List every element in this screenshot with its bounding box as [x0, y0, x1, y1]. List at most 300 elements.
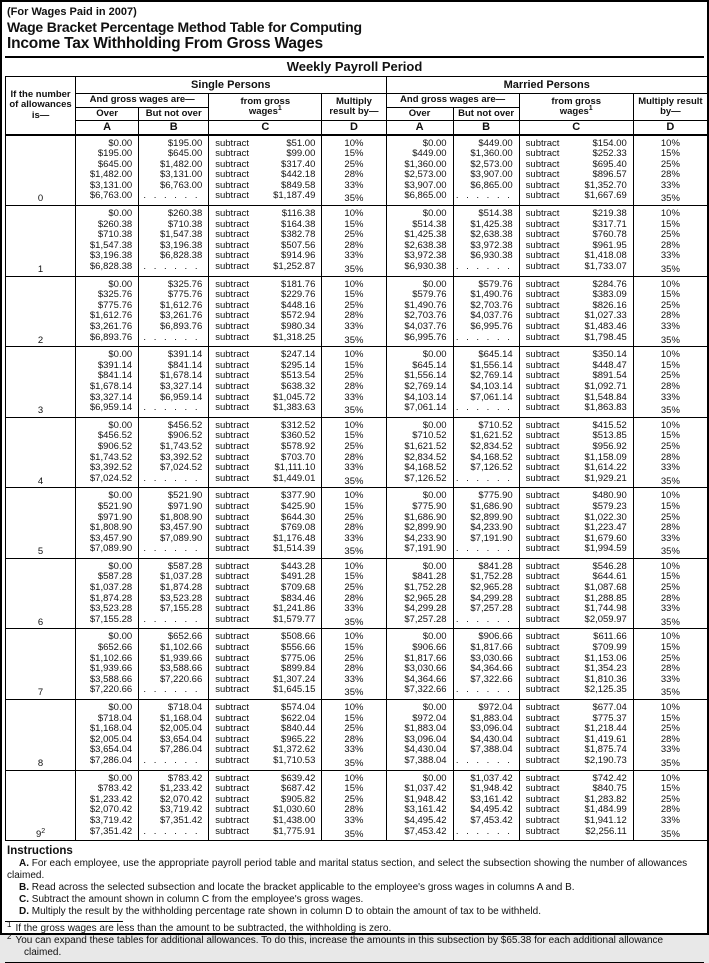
single-over-value: $325.76: [76, 290, 139, 301]
single-rate-value: 15%: [322, 361, 386, 372]
subtract-word: subtract: [215, 613, 250, 625]
married-multiply-header: Multiply result by—: [633, 94, 707, 121]
subtract-word: subtract: [525, 239, 560, 251]
single-over-value: $1,233.42: [76, 795, 139, 806]
single-over-value: $3,588.66: [76, 675, 139, 686]
married-rate-value: 35%: [633, 615, 707, 629]
single-not-over-value: $1,102.66: [139, 643, 209, 654]
bracket-row: [6, 276, 708, 290]
subtract-word: subtract: [525, 370, 560, 382]
instructions-heading: Instructions: [7, 845, 73, 858]
married-over-value: $4,430.04: [386, 745, 453, 756]
married-not-over-value: $4,168.52: [453, 453, 519, 464]
married-not-over-value: . . . . . .: [453, 474, 519, 488]
married-subtract-cell: [519, 488, 633, 502]
title-block: [5, 4, 704, 56]
allowance-count: 7: [6, 629, 76, 700]
married-subtract-amount: $644.61: [592, 571, 627, 583]
single-not-over-value: $7,351.42: [139, 816, 209, 827]
subtract-word: subtract: [525, 582, 560, 594]
married-subtract-amount: $480.90: [592, 490, 627, 502]
married-subtract-amount: $1,667.69: [584, 190, 627, 202]
married-rate-value: 35%: [633, 474, 707, 488]
single-rate-value: 35%: [322, 615, 386, 629]
subtract-word: subtract: [525, 190, 560, 202]
married-rate-value: 33%: [633, 675, 707, 686]
single-not-over-value: . . . . . .: [139, 827, 209, 841]
footnote-ref-1: 1: [277, 104, 282, 112]
subtract-word: subtract: [215, 511, 250, 523]
married-over-value: $1,752.28: [386, 583, 453, 594]
single-subtract-cell: [209, 558, 322, 572]
single-not-over-value: $1,168.04: [139, 714, 209, 725]
allowance-count: 8: [6, 700, 76, 771]
married-col-c: C: [519, 121, 633, 135]
married-not-over-value: $6,995.76: [453, 322, 519, 333]
married-not-over-value: $7,322.66: [453, 675, 519, 686]
single-subtract-cell: [209, 474, 322, 488]
subtract-word: subtract: [215, 349, 250, 361]
married-rate-value: 35%: [633, 544, 707, 558]
subtract-word: subtract: [525, 250, 560, 262]
subtract-word: subtract: [525, 391, 560, 403]
married-over-value: $1,037.42: [386, 784, 453, 795]
bracket-row: [6, 770, 708, 784]
married-not-over-value: $645.14: [453, 347, 519, 361]
married-rate-value: 35%: [633, 262, 707, 276]
single-over-value: $1,547.38: [76, 241, 139, 252]
instruction-d-label: D.: [19, 906, 29, 918]
married-over-value: $0.00: [386, 276, 453, 290]
married-rate-value: 15%: [633, 502, 707, 513]
married-subtract-amount: $611.66: [593, 631, 627, 643]
instruction-b: [7, 882, 702, 894]
single-rate-value: 28%: [322, 664, 386, 675]
single-rate-value: 25%: [322, 724, 386, 735]
married-over-value: $4,103.14: [386, 393, 453, 404]
subtract-word: subtract: [525, 663, 560, 675]
married-over-value: $2,769.14: [386, 382, 453, 393]
married-rate-value: 25%: [633, 442, 707, 453]
married-subtract-cell: [519, 629, 633, 643]
subtract-word: subtract: [525, 169, 560, 181]
single-over-value: $7,286.04: [76, 756, 139, 770]
single-subtract-amount: $834.46: [281, 592, 316, 604]
married-col-a: A: [386, 121, 453, 135]
single-over-value: $587.28: [76, 572, 139, 583]
single-not-over-value: $1,808.90: [139, 513, 209, 524]
married-rate-value: 33%: [633, 604, 707, 615]
single-not-over-value: . . . . . .: [139, 615, 209, 629]
married-over-value: $3,907.00: [386, 181, 453, 192]
allowance-block-5: [6, 488, 708, 559]
married-over-header: Over: [386, 107, 453, 121]
subtract-word: subtract: [525, 532, 560, 544]
married-subtract-amount: $896.57: [592, 169, 627, 181]
single-over-value: $3,327.14: [76, 393, 139, 404]
subtract-word: subtract: [215, 430, 250, 442]
subtract-word: subtract: [525, 289, 560, 301]
married-over-value: $7,061.14: [386, 403, 453, 417]
single-subtract-cell: [209, 770, 322, 784]
married-subtract-cell: [519, 544, 633, 558]
single-subtract-amount: $229.76: [281, 289, 316, 301]
married-over-value: $645.14: [386, 361, 453, 372]
single-rate-value: 25%: [322, 795, 386, 806]
married-rate-value: 33%: [633, 322, 707, 333]
married-over-value: $4,233.90: [386, 534, 453, 545]
subtract-word: subtract: [525, 321, 560, 332]
married-over-value: $0.00: [386, 558, 453, 572]
single-rate-value: 28%: [322, 805, 386, 816]
married-over-value: $775.90: [386, 502, 453, 513]
married-over-value: $0.00: [386, 347, 453, 361]
married-subtract-amount: $579.23: [592, 500, 627, 512]
bracket-row: [6, 206, 708, 220]
subtract-word: subtract: [525, 804, 560, 816]
married-rate-value: 15%: [633, 784, 707, 795]
footnote-2-text: You can expand these tables for additional allowances. To do this, increase the amounts in this subsection by $65.38 for each additional allowance claimed.: [15, 935, 664, 959]
married-not-over-value: $449.00: [453, 135, 519, 150]
married-over-value: $0.00: [386, 488, 453, 502]
married-not-over-value: $7,126.52: [453, 463, 519, 474]
single-rate-value: 25%: [322, 230, 386, 241]
married-rate-value: 25%: [633, 513, 707, 524]
married-rate-value: 33%: [633, 534, 707, 545]
married-rate-value: 35%: [633, 827, 707, 841]
allowance-count: 0: [6, 135, 76, 206]
subtract-word: subtract: [525, 500, 560, 512]
single-not-over-value: $3,588.66: [139, 664, 209, 675]
subtract-word: subtract: [525, 490, 560, 502]
married-over-value: $1,556.14: [386, 371, 453, 382]
bracket-row: [6, 191, 708, 205]
single-not-over-value: $7,286.04: [139, 745, 209, 756]
subtract-word: subtract: [525, 299, 560, 311]
single-subtract-amount: $899.84: [281, 663, 316, 675]
footnote-1-text: If the gross wages are less than the amount to be subtracted, the withholding is zero.: [15, 923, 392, 935]
single-not-over-value: $3,131.00: [139, 170, 209, 181]
married-subtract-amount: $760.78: [592, 229, 627, 241]
subtract-word: subtract: [525, 571, 560, 583]
married-not-over-value: $7,061.14: [453, 393, 519, 404]
married-subtract-cell: [519, 756, 633, 770]
married-subtract-amount: $709.99: [592, 642, 627, 654]
married-over-value: $1,883.04: [386, 724, 453, 735]
single-not-over-value: $3,327.14: [139, 382, 209, 393]
single-subtract-amount: $491.28: [281, 571, 316, 583]
married-not-over-value: . . . . . .: [453, 262, 519, 276]
married-not-over-value: $4,299.28: [453, 594, 519, 605]
subtract-word: subtract: [525, 158, 560, 170]
single-rate-value: 28%: [322, 311, 386, 322]
single-over-value: $6,959.14: [76, 403, 139, 417]
single-subtract-amount: $1,579.77: [273, 613, 316, 625]
single-subtract-amount: $1,187.49: [273, 190, 316, 202]
single-subtract-amount: $247.14: [281, 349, 316, 361]
married-not-over-value: $2,769.14: [453, 371, 519, 382]
single-subtract-amount: $1,252.87: [273, 261, 316, 273]
married-subtract-amount: $350.14: [592, 349, 627, 361]
bracket-row: [6, 488, 708, 502]
married-not-over-value: . . . . . .: [453, 403, 519, 417]
married-from-gross-wages-header: [519, 94, 633, 121]
married-subtract-amount: $961.95: [592, 239, 627, 251]
single-rate-value: 28%: [322, 170, 386, 181]
single-not-over-value: $6,959.14: [139, 393, 209, 404]
single-not-over-value: . . . . . .: [139, 685, 209, 699]
married-not-over-value: $4,364.66: [453, 664, 519, 675]
footnote-1-marker: 1: [7, 919, 12, 929]
married-subtract-amount: $677.04: [592, 702, 627, 713]
single-subtract-amount: $1,372.62: [273, 744, 316, 756]
married-subtract-amount: $1,744.98: [584, 603, 627, 615]
subtract-word: subtract: [215, 419, 250, 431]
married-subtract-cell: [519, 403, 633, 417]
subtract-word: subtract: [215, 218, 250, 230]
married-over-value: $449.00: [386, 149, 453, 160]
married-subtract-cell: [519, 827, 633, 841]
single-subtract-cell: [209, 322, 322, 333]
single-over-value: $652.66: [76, 643, 139, 654]
single-rate-value: 33%: [322, 322, 386, 333]
single-subtract-cell: [209, 347, 322, 361]
married-not-over-value: $6,865.00: [453, 181, 519, 192]
single-over-value: $3,261.76: [76, 322, 139, 333]
married-over-value: $4,168.52: [386, 463, 453, 474]
married-subtract-amount: $1,288.85: [584, 592, 627, 604]
married-subtract-cell: [519, 262, 633, 276]
married-not-over-value: . . . . . .: [453, 827, 519, 841]
single-over-value: $1,939.66: [76, 664, 139, 675]
single-multiply-header: Multiply result by—: [322, 94, 386, 121]
single-over-value: $0.00: [76, 629, 139, 643]
subtract-word: subtract: [215, 673, 250, 685]
single-over-value: $1,037.28: [76, 583, 139, 594]
married-subtract-amount: $1,679.60: [584, 532, 627, 544]
single-rate-value: 33%: [322, 251, 386, 262]
single-not-over-value: $906.52: [139, 431, 209, 442]
single-rate-value: 15%: [322, 714, 386, 725]
subtract-word: subtract: [525, 148, 560, 160]
married-not-over-value: $6,930.38: [453, 251, 519, 262]
single-subtract-amount: $578.92: [281, 440, 316, 452]
single-over-value: $971.90: [76, 513, 139, 524]
single-not-over-value: $841.14: [139, 361, 209, 372]
single-subtract-cell: [209, 685, 322, 699]
single-col-d: D: [322, 121, 386, 135]
married-not-over-value: . . . . . .: [453, 685, 519, 699]
married-not-over-value: $972.04: [453, 700, 519, 714]
subtract-word: subtract: [525, 419, 560, 431]
document-title-line2: Income Tax Withholding From Gross Wages: [7, 35, 323, 52]
subtract-word: subtract: [525, 702, 560, 713]
subtract-word: subtract: [215, 331, 250, 343]
single-over-value: $1,102.66: [76, 654, 139, 665]
subtract-word: subtract: [525, 772, 560, 784]
subtract-word: subtract: [215, 158, 250, 170]
single-subtract-amount: $377.90: [281, 490, 316, 502]
married-over-value: $841.28: [386, 572, 453, 583]
instruction-c: [7, 894, 702, 906]
single-subtract-amount: $181.76: [281, 278, 316, 290]
bracket-row: [6, 816, 708, 827]
married-over-value: $4,495.42: [386, 816, 453, 827]
single-over-value: $3,196.38: [76, 251, 139, 262]
married-rate-value: 25%: [633, 230, 707, 241]
married-not-over-value: $4,103.14: [453, 382, 519, 393]
married-rate-value: 25%: [633, 301, 707, 312]
single-subtract-amount: $443.28: [281, 560, 316, 572]
single-not-over-value: $6,828.38: [139, 251, 209, 262]
single-not-over-value: $645.00: [139, 149, 209, 160]
subtract-word: subtract: [525, 642, 560, 654]
married-not-over-value: $4,037.76: [453, 311, 519, 322]
subtract-word: subtract: [215, 208, 250, 220]
subtract-word: subtract: [525, 440, 560, 452]
married-not-over-value: . . . . . .: [453, 333, 519, 347]
single-not-over-value: $1,482.00: [139, 160, 209, 171]
married-rate-value: 10%: [633, 488, 707, 502]
married-persons-header: Married Persons: [386, 77, 708, 94]
single-rate-value: 25%: [322, 583, 386, 594]
single-rate-value: 10%: [322, 347, 386, 361]
single-not-over-value: $1,612.76: [139, 301, 209, 312]
married-rate-value: 15%: [633, 714, 707, 725]
subtract-word: subtract: [525, 543, 560, 555]
single-subtract-amount: $965.22: [281, 733, 316, 745]
single-subtract-amount: $425.90: [281, 500, 316, 512]
married-not-over-value: . . . . . .: [453, 756, 519, 770]
single-over-value: $841.14: [76, 371, 139, 382]
single-over-value: $1,168.04: [76, 724, 139, 735]
from-gross-wages-label: from gross wages: [240, 95, 291, 117]
single-over-value: $521.90: [76, 502, 139, 513]
subtract-word: subtract: [525, 349, 560, 361]
single-subtract-cell: [209, 333, 322, 347]
subtract-word: subtract: [525, 631, 560, 643]
married-over-value: $7,191.90: [386, 544, 453, 558]
allowance-count: 1: [6, 206, 76, 277]
single-subtract-amount: $1,710.53: [273, 754, 316, 766]
married-not-over-value: $1,556.14: [453, 361, 519, 372]
single-not-over-value: $6,763.00: [139, 181, 209, 192]
single-over-value: $645.00: [76, 160, 139, 171]
single-over-value: $0.00: [76, 770, 139, 784]
payroll-period-title: Weekly Payroll Period: [5, 56, 704, 76]
subtract-word: subtract: [215, 440, 250, 452]
married-over-value: $1,817.66: [386, 654, 453, 665]
single-subtract-amount: $1,449.01: [273, 472, 316, 484]
married-subtract-cell: [519, 474, 633, 488]
married-subtract-amount: $826.16: [592, 299, 627, 311]
subtract-word: subtract: [215, 462, 250, 474]
married-not-over-value: $2,965.28: [453, 583, 519, 594]
single-not-over-value: $3,523.28: [139, 594, 209, 605]
married-rate-value: 25%: [633, 654, 707, 665]
married-over-value: $6,865.00: [386, 191, 453, 205]
single-persons-header: Single Persons: [76, 77, 386, 94]
single-over-value: $391.14: [76, 361, 139, 372]
married-not-over-value: $1,686.90: [453, 502, 519, 513]
single-rate-value: 10%: [322, 700, 386, 714]
single-over-value: $718.04: [76, 714, 139, 725]
allowance-count: 4: [6, 417, 76, 488]
married-rate-value: 25%: [633, 160, 707, 171]
bracket-row: [6, 417, 708, 431]
married-not-over-value: $906.66: [453, 629, 519, 643]
single-gross-wages-header: And gross wages are—: [76, 94, 209, 108]
subtract-word: subtract: [215, 744, 250, 756]
document-title-line1: Wage Bracket Percentage Method Table for Computing: [7, 19, 362, 35]
single-subtract-amount: $644.30: [281, 511, 316, 523]
married-over-value: $514.38: [386, 220, 453, 231]
married-over-value: $0.00: [386, 417, 453, 431]
married-rate-value: 25%: [633, 724, 707, 735]
subtract-word: subtract: [215, 250, 250, 262]
single-col-a: A: [76, 121, 139, 135]
single-rate-value: 35%: [322, 191, 386, 205]
single-not-over-value: $1,547.38: [139, 230, 209, 241]
allowance-count: $9^2$: [6, 770, 76, 841]
subtract-word: subtract: [215, 500, 250, 512]
bracket-row: [6, 700, 708, 714]
subtract-word: subtract: [215, 571, 250, 583]
subtract-word: subtract: [215, 560, 250, 572]
footnote-2-marker: 2: [7, 931, 12, 941]
subtract-word: subtract: [215, 261, 250, 273]
married-rate-value: 25%: [633, 371, 707, 382]
married-not-over-value: $2,703.76: [453, 301, 519, 312]
single-rate-value: 10%: [322, 417, 386, 431]
bracket-row: [6, 322, 708, 333]
single-rate-value: 15%: [322, 572, 386, 583]
subtract-word: subtract: [215, 772, 250, 784]
married-not-over-value: $7,257.28: [453, 604, 519, 615]
single-subtract-amount: $1,176.48: [273, 532, 316, 544]
subtract-word: subtract: [215, 451, 250, 463]
single-rate-value: 33%: [322, 393, 386, 404]
single-over-value: $3,654.04: [76, 745, 139, 756]
single-not-over-value: $3,196.38: [139, 241, 209, 252]
subtract-word: subtract: [215, 391, 250, 403]
married-subtract-cell: [519, 442, 633, 453]
single-subtract-amount: $448.16: [281, 299, 316, 311]
married-not-over-value: $3,096.04: [453, 724, 519, 735]
married-not-over-value: $1,621.52: [453, 431, 519, 442]
single-subtract-amount: $687.42: [281, 783, 316, 795]
single-rate-value: 25%: [322, 654, 386, 665]
married-subtract-cell: [519, 206, 633, 220]
single-not-over-value: . . . . . .: [139, 262, 209, 276]
footnote-1: [7, 919, 702, 935]
subtract-word: subtract: [525, 462, 560, 474]
instruction-b-text: Read across the selected subsection and locate the bracket applicable to the employee's gross wages in columns A and B.: [31, 882, 575, 894]
subtract-word: subtract: [215, 684, 250, 696]
married-rate-value: 10%: [633, 629, 707, 643]
married-over-value: $1,360.00: [386, 160, 453, 171]
married-over-value: $4,364.66: [386, 675, 453, 686]
single-not-over-value: $260.38: [139, 206, 209, 220]
single-subtract-amount: $295.14: [281, 359, 316, 371]
single-rate-value: 15%: [322, 431, 386, 442]
single-over-value: $3,457.90: [76, 534, 139, 545]
subtract-word: subtract: [525, 754, 560, 766]
single-not-over-value: $6,893.76: [139, 322, 209, 333]
married-over-value: $1,948.42: [386, 795, 453, 806]
married-subtract-amount: $1,863.83: [584, 402, 627, 414]
single-subtract-amount: $513.54: [281, 370, 316, 382]
